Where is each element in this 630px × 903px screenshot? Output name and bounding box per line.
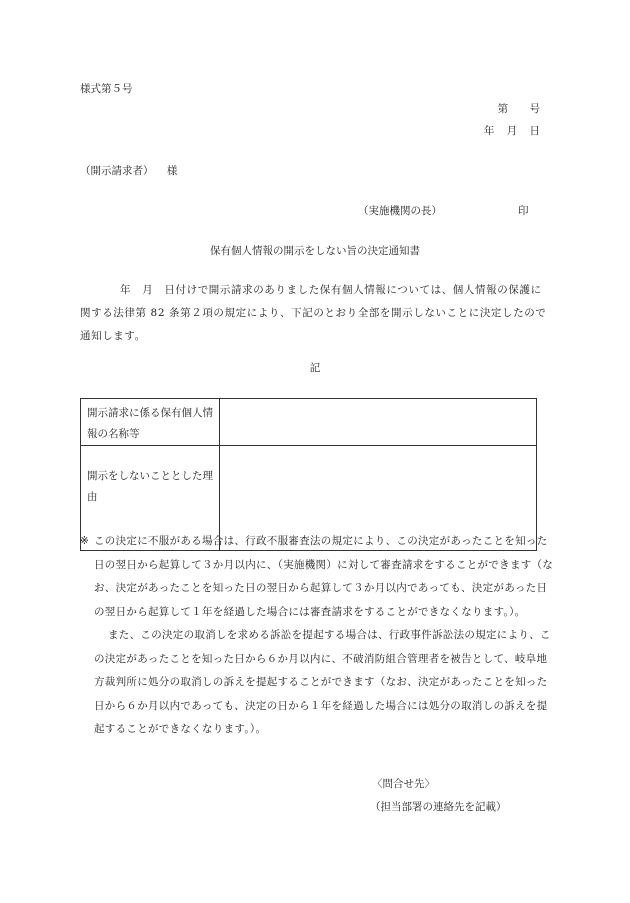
kigo-heading: 記 (309, 362, 321, 374)
note-paragraph-appeal: この決定に不服がある場合は、行政不服審査法の規定により、この決定があったことを知った日の翌日から起算して３か月以内に、（実施機関）に対して審査請求をすることができます（なお、決定があったことを知った日の翌日から起算して３か月以内であっても、決定があった日の翌日から起算して１年を経過した場合には審査請求をすることができなくなります。）。 (94, 535, 554, 618)
contact-label: 〈問合せ先〉 (372, 778, 435, 790)
body-text: 年 月 日付けで開示請求のありました保有個人情報については、個人情報の保護に関する法律第 82 条第２項の規定により、下記のとおり全部を開示しないことに決定したので通知します。 (80, 284, 547, 342)
contact-value: （担当部署の連絡先を記載） (370, 801, 507, 813)
form-number: 様式第５号 (80, 83, 133, 95)
document-title: 保有個人情報の開示をしない旨の決定通知書 (210, 245, 420, 257)
sender-title: （実施機関の長） (358, 205, 442, 217)
table-label-reason: 開示をしないこととした理由 (81, 446, 220, 551)
addressee: （開示請求者） 様 (80, 165, 178, 177)
table-value-info-name (220, 399, 537, 446)
note-mark: ※ (80, 535, 90, 547)
document-number: 第 号 (497, 103, 540, 115)
table-label-info-name: 開示請求に係る保有個人情報の名称等 (81, 399, 220, 446)
info-table (80, 398, 537, 551)
notes-section (80, 530, 554, 742)
table-row (81, 399, 537, 446)
seal-mark: 印 (518, 205, 529, 217)
document-date: 年 月 日 (483, 125, 540, 137)
note-paragraph-lawsuit: また、この決定の取消しを求める訴訟を提起する場合は、行政事件訴訟法の規定により、この決定があったことを知った日から６か月以内に、不破消防組合管理者を被告として、岐阜地方裁判所に処分の取消しの訴えを提起することができます（なお、決定があったことを知った日から６か月以内であっても、決定の日から１年を経過した場合には処分の取消しの訴えを提起することができなくなります。）。 (94, 629, 551, 735)
